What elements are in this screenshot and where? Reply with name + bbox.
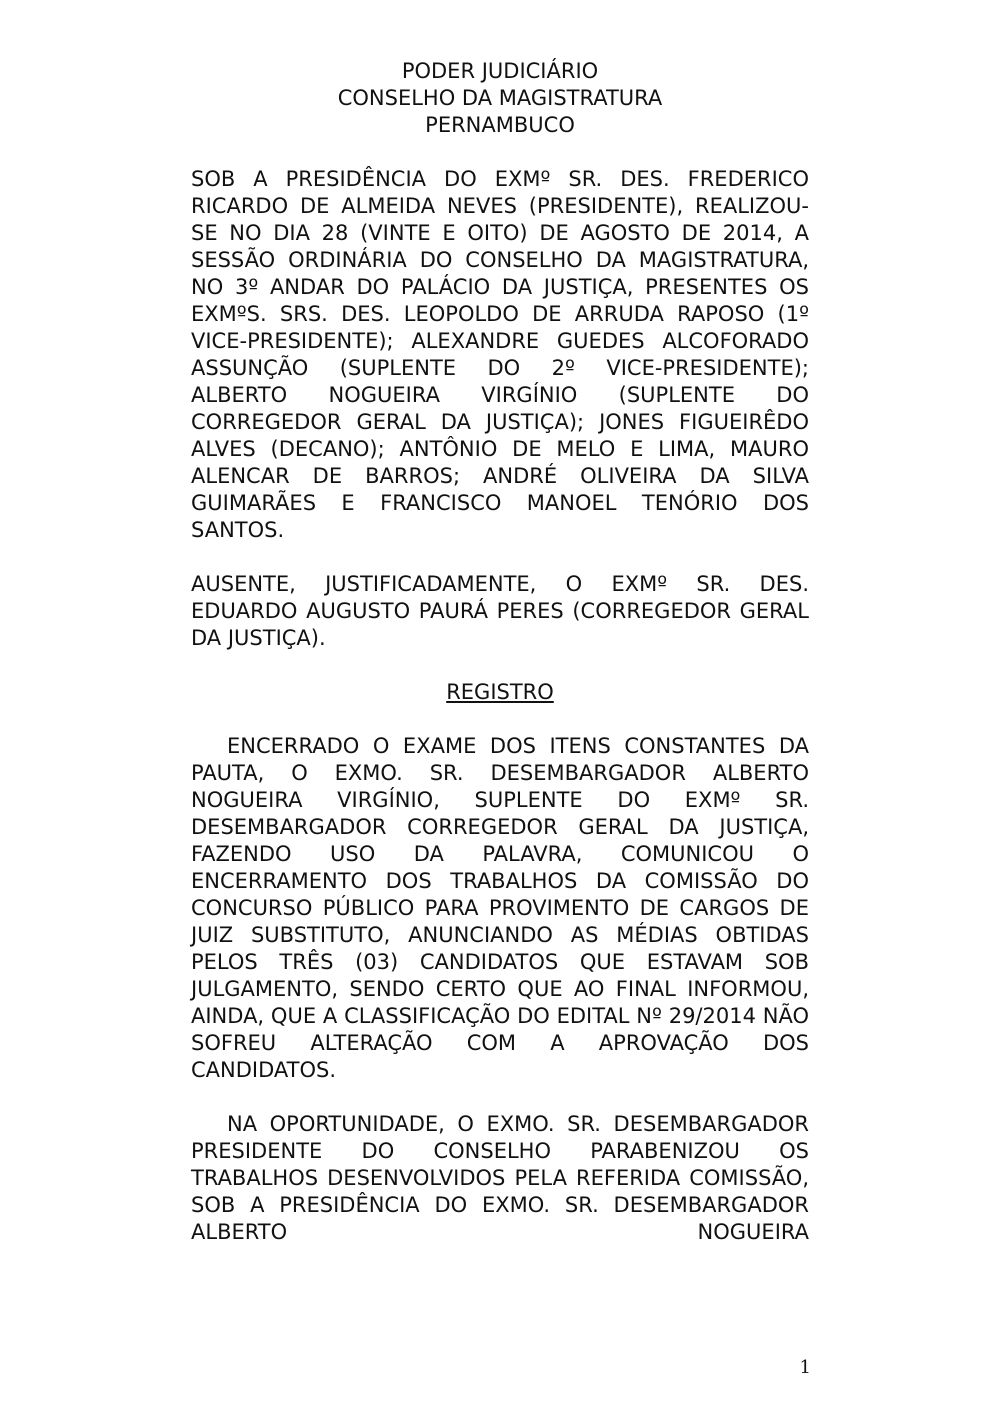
page-number: 1 (799, 1357, 811, 1378)
paragraph-registro-2: NA OPORTUNIDADE, O EXMO. SR. DESEMBARGADOR PRESIDENTE DO CONSELHO PARABENIZOU OS TRABALHOS DESENVOLVIDOS PELA REFERIDA COMISSÃO, SOB A PRESIDÊNCIA DO EXMO. SR. DESEMBARGADOR ALBERTO NOGUEIRA (191, 1112, 809, 1244)
paragraph-spacer (191, 544, 809, 571)
paragraph-spacer (191, 1084, 809, 1111)
paragraph-absence: AUSENTE, JUSTIFICADAMENTE, O EXMº SR. DES. EDUARDO AUGUSTO PAURÁ PERES (CORREGEDOR GERAL DA JUSTIÇA). (191, 572, 809, 650)
paragraph-registro-1: ENCERRADO O EXAME DOS ITENS CONSTANTES DA PAUTA, O EXMO. SR. DESEMBARGADOR ALBERTO NOGUEIRA VIRGÍNIO, SUPLENTE DO EXMº SR. DESEMBARGADOR CORREGEDOR GERAL DA JUSTIÇA, FAZENDO USO DA PALAVRA, COMUNICOU O ENCERRAMENTO DOS TRABALHOS DA COMISSÃO DO CONCURSO PÚBLICO PARA PROVIMENTO DE CARGOS DE JUIZ SUBSTITUTO, ANUNCIANDO AS MÉDIAS OBTIDAS PELOS TRÊS (03) CANDIDATOS QUE ESTAVAM SOB JULGAMENTO, SENDO CERTO QUE AO FINAL INFORMOU, AINDA, QUE A CLASSIFICAÇÃO DO EDITAL Nº 29/2014 NÃO SOFREU ALTERAÇÃO COM A APROVAÇÃO DOS CANDIDATOS. (191, 734, 809, 1082)
paragraph-presidency: SOB A PRESIDÊNCIA DO EXMº SR. DES. FREDERICO RICARDO DE ALMEIDA NEVES (PRESIDENTE), REALIZOU-SE NO DIA 28 (VINTE E OITO) DE AGOSTO DE 2014, A SESSÃO ORDINÁRIA DO CONSELHO DA MAGISTRATURA, NO 3º ANDAR DO PALÁCIO DA JUSTIÇA, PRESENTES OS EXMºS. SRS. DES. LEOPOLDO DE ARRUDA RAPOSO (1º VICE-PRESIDENTE); ALEXANDRE GUEDES ALCOFORADO ASSUNÇÃO (SUPLENTE DO 2º VICE-PRESIDENTE); ALBERTO NOGUEIRA VIRGÍNIO (SUPLENTE DO CORREGEDOR GERAL DA JUSTIÇA); JONES FIGUEIRÊDO ALVES (DECANO); ANTÔNIO DE MELO E LIMA, MAURO ALENCAR DE BARROS; ANDRÉ OLIVEIRA DA SILVA GUIMARÃES E FRANCISCO MANOEL TENÓRIO DOS SANTOS. (191, 167, 809, 542)
paragraph-spacer (191, 652, 809, 679)
section-title-registro: REGISTRO (446, 680, 554, 704)
header-line-state: PERNAMBUCO (425, 113, 575, 137)
header-line-judiciary: PODER JUDICIÁRIO (401, 59, 599, 83)
document-header (0, 58, 1000, 139)
paragraph-spacer (191, 706, 809, 733)
document-body (191, 166, 809, 1246)
header-line-council: CONSELHO DA MAGISTRATURA (337, 86, 663, 110)
